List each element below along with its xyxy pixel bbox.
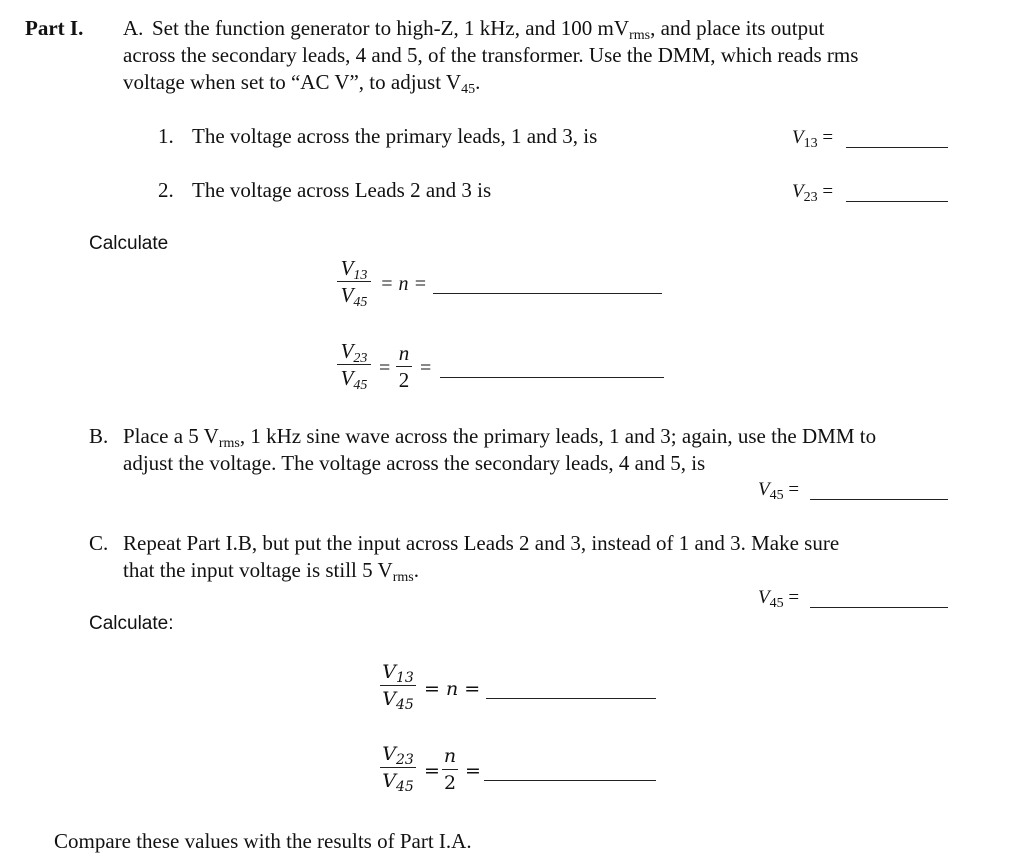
fraction-2-n-over-2: n 2 (443, 745, 457, 794)
item-2-number: 2. (158, 178, 174, 202)
ratio-1-equals-n: = n = (380, 273, 427, 295)
section-a-line-1: Set the function generator to high-Z, 1 kHz, and 100 $mV_{rms}$, and place its output (152, 16, 825, 43)
calculate-label: Calculate (89, 233, 169, 254)
section-a-line-2: across the secondary leads, 4 and 5, of the transformer. Use the DMM, which reads rms (123, 43, 859, 67)
section-b-variable: $V_{45}$ = (758, 479, 800, 503)
section-a-letter: A. (123, 16, 144, 40)
calc-2-ratio-1-answer-blank[interactable] (486, 698, 656, 699)
section-a-line-3: voltage when set to “AC V”, to adjust $V_{45}$. (123, 70, 481, 97)
section-b-line-2: adjust the voltage. The voltage across the secondary leads, 4 and 5, is (123, 451, 706, 475)
ratio-2-equals-2: = (420, 357, 432, 379)
section-c-answer-blank[interactable] (810, 607, 948, 608)
section-c-letter: C. (89, 531, 109, 555)
section-c-line-2: that the input voltage is still 5 $V_{rms}$. (123, 558, 419, 585)
section-c-variable: $V_{45}$ = (758, 587, 800, 611)
item-1-answer-blank[interactable] (846, 147, 948, 148)
ratio-2-2-equals: = (424, 760, 440, 782)
ratio-2-v13-v45: $V_{13}$ $V_{45}$ (380, 660, 416, 711)
section-c-line-1: Repeat Part I.B, but put the input across Leads 2 and 3, instead of 1 and 3. Make sure (123, 531, 840, 555)
calculate-2-label: Calculate: (89, 613, 174, 634)
ratio-v13-v45: $V_{13}$ $V_{45}$ (337, 256, 371, 307)
item-1-number: 1. (158, 124, 174, 148)
ratio-2-1-equals-n: = n = (424, 678, 481, 700)
section-b-line-1: Place a 5 $V_{rms}$, 1 kHz sine wave across the primary leads, 1 and 3; again, use the DMM to (123, 424, 877, 451)
ratio-2-answer-blank[interactable] (440, 377, 664, 378)
compare-instruction: Compare these values with the results of Part I.A. (54, 829, 472, 853)
ratio-2-equals: = (379, 357, 391, 379)
fraction-n-over-2: n 2 (396, 341, 412, 392)
item-2-answer-blank[interactable] (846, 201, 948, 202)
item-2-text: The voltage across Leads 2 and 3 is (192, 178, 492, 202)
ratio-1-answer-blank[interactable] (433, 293, 662, 294)
item-1-text: The voltage across the primary leads, 1 and 3, is (192, 124, 598, 148)
section-b-letter: B. (89, 424, 109, 448)
item-2-variable: $V_{23}$ = (792, 181, 834, 205)
ratio-2-2-equals-2: = (465, 760, 481, 782)
item-1-variable: $V_{13}$ = (792, 127, 834, 151)
ratio-v23-v45: $V_{23}$ $V_{45}$ (337, 339, 371, 390)
section-b-answer-blank[interactable] (810, 499, 948, 500)
ratio-2-v23-v45: $V_{23}$ $V_{45}$ (380, 742, 416, 793)
calc-2-ratio-2-answer-blank[interactable] (484, 780, 656, 781)
part-label: Part I. (25, 16, 84, 40)
